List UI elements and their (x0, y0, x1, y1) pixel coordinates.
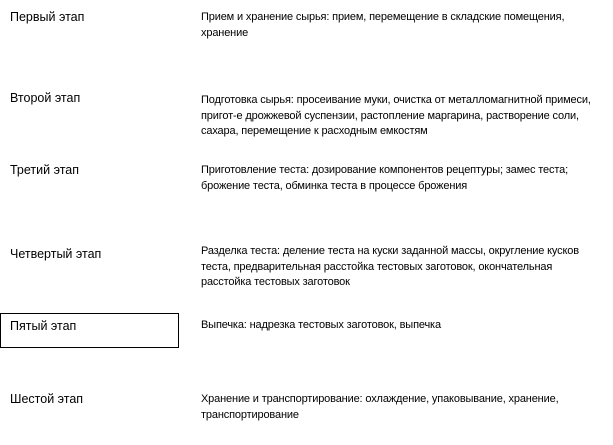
stage-1-description: Прием и хранение сырья: прием, перемещение в складские помещения, хранение (201, 11, 565, 39)
stage-1-label: Первый этап (10, 10, 85, 24)
stage-5-label: Пятый этап (10, 319, 77, 333)
stage-6-description: Хранение и транспортирование: охлаждение, упаковывание, хранение, транспортирование (201, 393, 559, 421)
stage-3-description: Приготовление теста: дозирование компонентов рецептуры; замес теста; брожение теста, обминка теста в процессе брожения (201, 164, 568, 192)
stage-2-label: Второй этап (10, 91, 81, 105)
stage-4-label: Четвертый этап (10, 247, 102, 261)
stage-2-description: Подготовка сырья: просеивание муки, очистка от металломагнитной примеси, пригот-е дрожжевой суспензии, растопление маргарина, растворение соли, сахара, перемещение к расходным емкостям (201, 94, 591, 137)
stage-6-label: Шестой этап (10, 392, 84, 406)
stage-4-description: Разделка теста: деление теста на куски заданной массы, округление кусков теста, предварительная расстойка тестовых заготовок, окончательная расстойка тестовых заготовок (201, 245, 579, 288)
stage-3-label: Третий этап (10, 163, 79, 177)
stage-5-description: Выпечка: надрезка тестовых заготовок, выпечка (201, 319, 441, 331)
